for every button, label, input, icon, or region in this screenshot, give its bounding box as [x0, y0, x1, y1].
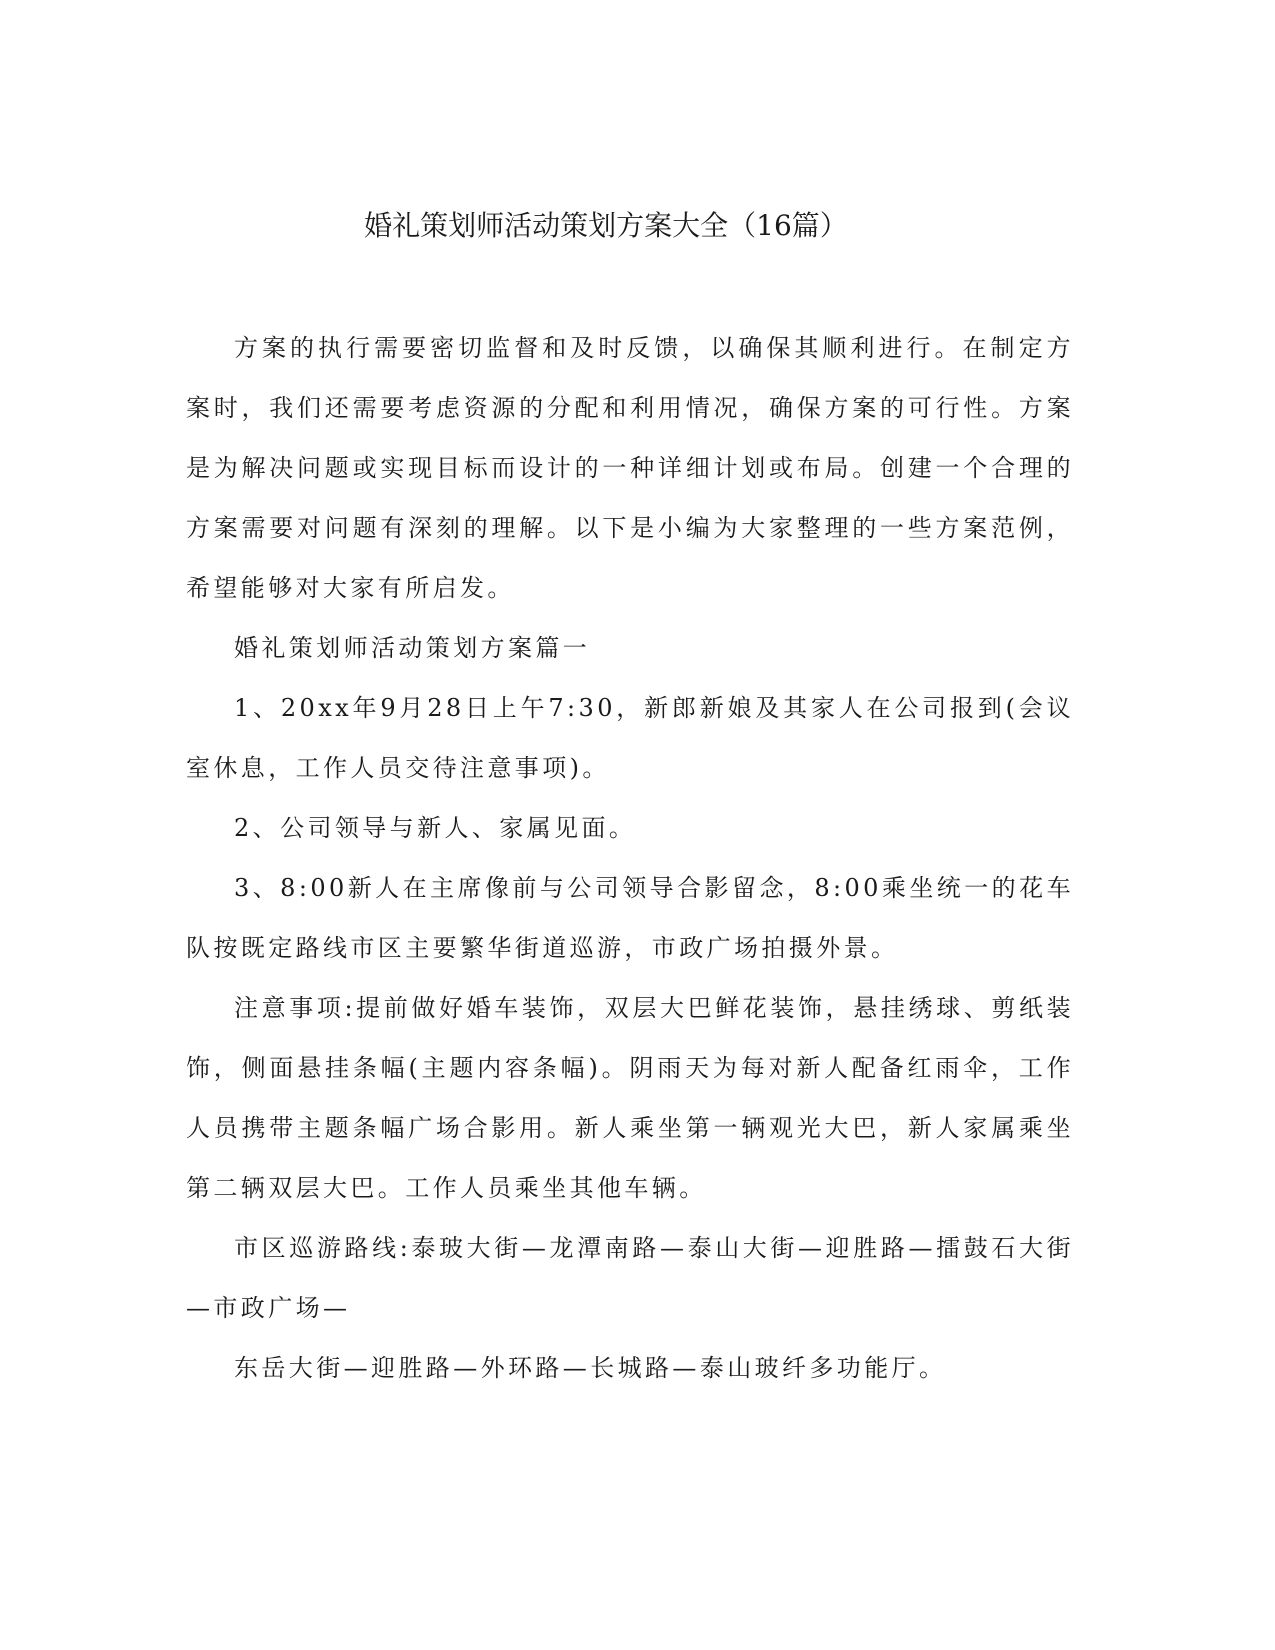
- document-title: 婚礼策划师活动策划方案大全（16篇）: [364, 209, 848, 242]
- paragraph-intro: 方案的执行需要密切监督和及时反馈，以确保其顺利进行。在制定方案时，我们还需要考虑资源的分配和利用情况，确保方案的可行性。方案是为解决问题或实现目标而设计的一种详细计划或布局。创建一个合理的方案需要对问题有深刻的理解。以下是小编为大家整理的一些方案范例，希望能够对大家有所启发。: [186, 334, 1074, 602]
- document-body: [186, 318, 1074, 1398]
- paragraph-notes: 注意事项:提前做好婚车装饰，双层大巴鲜花装饰，悬挂绣球、剪纸装饰，侧面悬挂条幅(主题内容条幅)。阴雨天为每对新人配备红雨伞，工作人员携带主题条幅广场合影用。新人乘坐第一辆观光大巴，新人家属乘坐第二辆双层大巴。工作人员乘坐其他车辆。: [186, 994, 1074, 1202]
- paragraph-item-2: 2、公司领导与新人、家属见面。: [234, 814, 637, 842]
- paragraph-route-1: 市区巡游路线:泰玻大街—龙潭南路—泰山大街—迎胜路—擂鼓石大街—市政广场—: [186, 1234, 1074, 1322]
- paragraph-route-2: 东岳大街—迎胜路—外环路—长城路—泰山玻纤多功能厅。: [234, 1354, 947, 1382]
- paragraph-item-1: 1、20xx年9月28日上午7:30，新郎新娘及其家人在公司报到(会议室休息，工作人员交待注意事项)。: [186, 694, 1074, 782]
- paragraph-section-heading: 婚礼策划师活动策划方案篇一: [234, 634, 591, 662]
- paragraph-item-3: 3、8:00新人在主席像前与公司领导合影留念，8:00乘坐统一的花车队按既定路线市区主要繁华街道巡游，市政广场拍摄外景。: [186, 874, 1074, 962]
